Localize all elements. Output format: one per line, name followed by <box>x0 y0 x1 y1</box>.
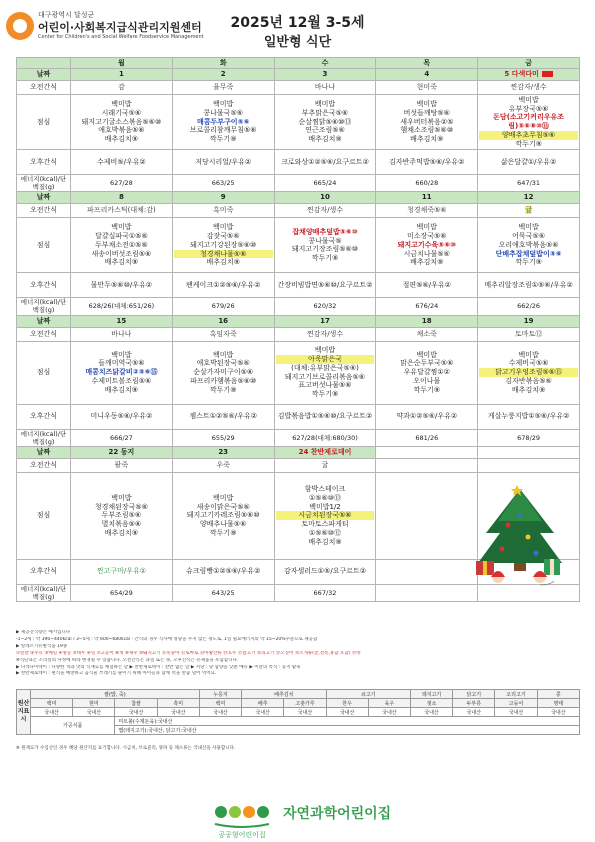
menu-item: 함박스테이크 <box>304 485 346 494</box>
lunch-cell <box>376 341 478 404</box>
lunch-row: 점심 백미밥 들깨미역국⑤⑥ 매콤치즈닭갈비②⑤⑥⑮ 수제미트볼조림⑤⑥ 배추김치⑨ 백미밥 애호박된장국⑤⑥ 순살가자미구이⑤⑥ 파프리카햄볶음⑤⑥⑩ 깍두기⑨ 백미밥 아욱맑은국 (대체:유부맑은국⑤⑥) 돼지고기브로콜리볶음⑤⑥ 표고버섯나물⑤⑥ 깍두기⑨ 백미밥 맑은순두부국⑤⑥ 우유달걀찜①② 오이나물 깍두기⑨ 백미밥 수제비국⑤⑥ 닭고기우엉조림⑤⑥⑮ 김자반볶음⑤⑥ 배추김치⑨ <box>17 341 580 404</box>
am-snack-cell: 율무죽 <box>172 81 274 95</box>
page-title: 2025년 12월 3-5세 <box>230 15 365 31</box>
lunch-cell <box>172 341 274 404</box>
pm-snack-cell: 수제비⑤/우유② <box>71 150 173 175</box>
menu-item: 두부조림⑤⑥ <box>101 511 142 520</box>
menu-item: 돼지고기강된장⑤⑥⑩ <box>190 240 257 249</box>
am-snack-cell: 감 <box>71 81 173 95</box>
menu-item: 부추맑은국⑤⑥ <box>301 108 349 117</box>
am-snack-cell: 바나나 <box>274 81 376 95</box>
date-cell: 22 동지 <box>71 446 173 458</box>
am-snack-cell: 흑미죽 <box>172 204 274 218</box>
pm-snack-cell: 김밥볶음밥①⑤⑥⑩/요구르트② <box>274 404 376 429</box>
pm-snack-row: 오후간식 수제비⑤/우유② 저당시리얼/우유② 크로와상①②⑤⑥/요구르트② 김자반주먹밥⑤⑥/우유② 삶은달걀①/우유② <box>17 150 580 175</box>
energy-cell: 627/28(대체:680/30) <box>274 429 376 446</box>
menu-item: 깍두기⑨ <box>311 254 339 262</box>
menu-item: 깍두기⑨ <box>209 385 237 394</box>
pm-snack-row: 오후간식 찐고구마/우유② 슈크림빵①②⑤⑥/우유② 감자샐러드①⑤/요구르트② <box>17 559 580 584</box>
pm-snack-cell: 간장비빔밥면⑤⑥⑩/요구르트② <box>274 273 376 298</box>
pm-snack-cell: 찐고구마/우유② <box>71 559 173 584</box>
menu-item: 백미밥 <box>518 95 539 104</box>
date-cell: 23 <box>172 446 274 458</box>
lunch-cell <box>274 95 376 150</box>
flag-icon <box>542 71 553 77</box>
christmas-tree-illustration <box>464 485 576 593</box>
menu-item: 백미밥 <box>416 100 437 109</box>
logo-mark-icon <box>6 12 34 40</box>
menu-item: 청경채된장국⑤⑥ <box>94 502 148 511</box>
lunch-cell <box>71 218 173 273</box>
pm-snack-cell: 삶은달걀①/우유② <box>478 150 580 175</box>
menu-item: (대체:유부맑은국⑤⑥) <box>291 363 359 372</box>
menu-item: 배추김치⑨ <box>410 135 444 144</box>
pm-snack-cell: 게살누룽지밥①⑤⑥/우유② <box>478 404 580 429</box>
note-line: ▶ 알레르기유발식품 19종 <box>16 643 68 649</box>
logo-center-name: 어린이·사회복지급식관리지원센터 <box>38 21 202 34</box>
date-cell-special <box>478 69 580 81</box>
menu-item-highlight: 청경채나물⑤⑥ <box>174 250 273 259</box>
menu-item: 우유달걀찜①② <box>403 368 450 377</box>
date-cell: 8 <box>71 192 173 204</box>
pm-snack-cell: 미니우동⑤⑥/우유② <box>71 404 173 429</box>
notes-section <box>16 630 580 678</box>
lunch-cell <box>274 341 376 404</box>
energy-cell: 678/29 <box>478 429 580 446</box>
menu-item: 새송이버섯조림⑤⑥ <box>91 249 152 258</box>
am-snack-cell: 우죽 <box>172 458 274 472</box>
menu-item: 들깨미역국⑤⑥ <box>98 359 145 368</box>
menu-item: 돼지고기브로콜리볶음⑤⑥ <box>284 372 366 381</box>
am-snack-cell: 청경채죽⑤⑥ <box>376 204 478 218</box>
am-snack-cell: 현미죽 <box>376 81 478 95</box>
am-snack-row: 오전간식 감 율무죽 바나나 현미죽 찐감자/생수 <box>17 81 580 95</box>
menu-item-highlight: 돼지고기수육⑤⑥⑩ <box>397 240 456 249</box>
menu-item: 백미밥 <box>213 350 234 359</box>
menu-item: 백미밥 <box>416 350 437 359</box>
menu-item: 배추김치⑨ <box>104 528 139 537</box>
pm-snack-cell: 젬스트①②⑤⑥/우유② <box>172 404 274 429</box>
pm-snack-cell: 크로와상①②⑤⑥/요구르트② <box>274 150 376 175</box>
am-snack-cell: 귤 <box>274 458 376 472</box>
menu-item: 백미밥 <box>314 100 336 109</box>
date-cell-special <box>274 446 376 458</box>
energy-cell: 663/25 <box>172 175 274 192</box>
menu-item: 배추김치⑨ <box>308 135 342 144</box>
date-cell: 4 <box>376 69 478 81</box>
logo-region-text: 대구광역시 달성군 <box>38 11 95 19</box>
menu-item: 깍두기⑨ <box>209 135 237 144</box>
lunch-cell <box>478 218 580 273</box>
lunch-cell <box>376 218 478 273</box>
menu-item: 백미밥 <box>518 223 539 232</box>
menu-item: 돼지고기카레조림⑤⑥⑩ <box>186 511 260 520</box>
menu-item: 표고버섯나물⑤⑥ <box>298 381 352 390</box>
daycare-name-logo: 자연과학어린이집 <box>283 806 392 822</box>
am-snack-row: 오전간식 바나나 흑임자죽 찐감자/생수 채소죽 토마토⑫ <box>17 327 580 341</box>
special-day-label: 5 다색다미 <box>504 70 539 79</box>
am-snack-row: 오전간식 파프리카스틱(대체:감) 흑미죽 찐감자/생수 청경채죽⑤⑥ 귤 <box>17 204 580 218</box>
menu-item: 시래기국⑤⑥ <box>101 108 142 117</box>
lunch-cell <box>71 341 173 404</box>
menu-item: 배추김치⑨ <box>104 258 139 267</box>
energy-row: 에너지(kcal)/단백질(g) 666/27 655/29 627/28(대체:680/30) 681/26 678/29 <box>17 429 580 446</box>
date-cell: 15 <box>71 315 173 327</box>
date-cell: 1 <box>71 69 173 81</box>
menu-item: 파프리카햄볶음⑤⑥⑩ <box>190 376 257 385</box>
public-daycare-logo-text: 공공형어린이집 <box>218 831 266 839</box>
energy-cell: 660/28 <box>376 175 478 192</box>
menu-item: 배추김치⑨ <box>104 135 139 144</box>
note-line: ▶ 제공간식량은 예시입니다 <box>16 630 71 635</box>
am-snack-cell: 찐감자/생수 <box>274 204 376 218</box>
menu-item: 백미밥 <box>518 350 539 359</box>
menu-item-highlight: 매콤두부구이⑤⑥ <box>196 117 250 126</box>
menu-item: 배추김치⑨ <box>104 385 139 394</box>
date-row: 날짜 22 동지 23 24 찬반제로데이 <box>17 446 580 458</box>
lunch-cell <box>478 341 580 404</box>
menu-item: 토마토스파게티 <box>301 520 349 529</box>
note-line: ▶ 다색다미데이 : 다양한 색과 맛의 식재료를 체험하는 날 ▶ 찬반제로데이 : 잔반 없는 날 ▶ 저당 : 당 함량을 낮춘 메뉴 ▶ 이달의 특식 : 동지 팥죽 <box>16 664 301 670</box>
lunch-row: 점심 백미밥 달걀실파국①⑤⑥ 두부채소전①⑤⑥ 새송이버섯조림⑤⑥ 배추김치⑨ 백미밥 감잣국⑤⑥ 돼지고기강된장⑤⑥⑩ 청경채나물⑤⑥ 배추김치⑨ 잡채양배추덮밥⑤⑥⑩ 콩나물국⑤ 돼지고기장조림⑤⑥⑩ 깍두기⑨ 백미밥 미소장국⑤⑥ 돼지고기수육⑤⑥⑩ 시금치나물⑤⑥ 배추김치⑨ 백미밥 어묵국⑤⑥ 오리애호박볶음⑤⑥ 단배추잡채덮밥이⑤⑥ 깍두기⑨ <box>17 218 580 273</box>
weekday-tue: 화 <box>172 58 274 69</box>
lunch-cell <box>274 218 376 273</box>
am-snack-cell: 찐감자/생수 <box>478 81 580 95</box>
public-daycare-logo <box>205 800 285 840</box>
menu-item-highlight: 아욱맑은국 <box>276 355 375 364</box>
menu-item: 오리애호박볶음⑤⑥ <box>498 240 559 249</box>
menu-item: 백미밥 <box>213 493 234 502</box>
menu-item-highlight: 닭고기우엉조림⑤⑥⑮ <box>479 368 578 377</box>
am-snack-cell: 팥죽 <box>71 458 173 472</box>
menu-item: 달걀실파국①⑤⑥ <box>95 232 148 241</box>
menu-item: 깍두기⑨ <box>311 390 339 398</box>
pm-snack-cell: 팬케이크①②⑤⑥/우유② <box>172 273 274 298</box>
menu-item: 수제미트볼조림⑤⑥ <box>91 376 152 385</box>
date-cell: 16 <box>172 315 274 327</box>
energy-cell: 643/25 <box>172 584 274 601</box>
am-snack-cell: 파프리카스틱(대체:감) <box>71 204 173 218</box>
menu-item: 김자반볶음⑤⑥ <box>505 376 552 385</box>
energy-cell: 676/24 <box>376 298 478 315</box>
am-snack-row: 오전간식 팥죽 우죽 귤 <box>17 458 580 472</box>
date-cell: 3 <box>274 69 376 81</box>
menu-item: 어묵국⑤⑥ <box>512 232 546 241</box>
menu-item-highlight: 시금치된장국⑤⑥ <box>276 511 375 520</box>
origin-footnote: ※ 원재료가 수입산인 경우 해당 원산지를 표기합니다. 시금치, 브로콜리, 양파 등 채소류는 국내산을 사용합니다. <box>16 746 236 751</box>
date-cell: 17 <box>274 315 376 327</box>
energy-row: 에너지(kcal)/단백질(g) 627/28 663/25 665/24 660/28 647/31 <box>17 175 580 192</box>
origin-side-label: 원산지표시 <box>17 690 31 735</box>
menu-item: 백미밥1/2 <box>309 502 341 511</box>
energy-cell: 655/29 <box>172 429 274 446</box>
am-snack-cell: 채소죽 <box>376 327 478 341</box>
weekday-header-row <box>17 58 580 69</box>
menu-item-highlight: 돈담(소고기커리우유조림)⑤⑥⑧⑩⑬ <box>493 113 564 130</box>
lunch-row: 점심 백미밥 시래기국⑤⑥ 돼지고기굴소스볶음⑤⑥⑩ 애호박볶음⑤⑥ 배추김치⑨ 백미밥 콩나물국⑤⑥ 매콤두부구이⑤⑥ 브로콜리참깨무침⑤⑥ 깍두기⑨ 백미밥 부추맑은국⑤⑥ 순살찜닭⑤⑥⑩⑬ 연근조림⑤⑥ 배추김치⑨ 백미밥 버섯들깨탕⑤⑥ 새우버터볶음②⑤ 햄채소조림⑤⑥⑩ 배추김치⑨ 백미밥 유부장국⑤⑥ 돈담(소고기커리우유조림)⑤⑥⑧⑩⑬ 양배추초무침⑤⑥ 깍두기⑨ <box>17 95 580 150</box>
menu-item: 백미밥 <box>111 100 132 109</box>
energy-cell: 647/31 <box>478 175 580 192</box>
menu-item: 새송이맑은국⑤⑥ <box>196 502 250 511</box>
menu-item-highlight: 매콤치즈닭갈비②⑤⑥⑮ <box>85 368 158 377</box>
date-cell: 18 <box>376 315 478 327</box>
energy-cell: 681/26 <box>376 429 478 446</box>
lunch-cell <box>376 95 478 150</box>
lunch-cell <box>172 95 274 150</box>
am-snack-cell: 흑임자죽 <box>172 327 274 341</box>
energy-cell: 666/27 <box>71 429 173 446</box>
am-snack-cell: 토마토⑫ <box>478 327 580 341</box>
menu-item-highlight: 양배추초무침⑤⑥ <box>479 131 578 140</box>
menu-item: 배추김치⑨ <box>511 385 546 394</box>
energy-row: 에너지(kcal)/단백질(g) 628/26(대체:651/26) 679/26 620/32 676/24 662/26 <box>17 298 580 315</box>
energy-cell: 667/32 <box>274 584 376 601</box>
am-snack-cell <box>478 204 580 218</box>
date-cell: 11 <box>376 192 478 204</box>
pm-snack-cell: 절편⑤⑥/우유② <box>376 273 478 298</box>
am-snack-cell: 바나나 <box>71 327 173 341</box>
pm-snack-cell: 김자반주먹밥⑤⑥/우유② <box>376 150 478 175</box>
weekday-wed: 수 <box>274 58 376 69</box>
lunch-cell <box>71 472 173 559</box>
date-cell: 12 <box>478 192 580 204</box>
note-line: -1~2세 : 약 390~440kcal / 3~5세 : 약 600~680kcal · 간식의 경우 식사에 영향을 주지 않는 정도로, 1일 필요에너지의 약 15~20%수준으로 제공함 <box>16 636 318 642</box>
date-row: 날짜 15 16 17 18 19 <box>17 315 580 327</box>
menu-item: 오이나물 <box>413 376 441 385</box>
lunch-cell <box>478 95 580 150</box>
energy-cell: 628/26(대체:651/26) <box>71 298 173 315</box>
pm-snack-cell: 메추리알장조림①⑤⑥/우유② <box>478 273 580 298</box>
page-header <box>0 0 595 56</box>
pm-snack-row: 오후간식 물만두⑤⑥⑩/우유② 팬케이크①②⑤⑥/우유② 간장비빔밥면⑤⑥⑩/요구르트② 절편⑤⑥/우유② 메추리알장조림①⑤⑥/우유② <box>17 273 580 298</box>
origin-table: 원산지표시 쌀(밥, 죽) 누룽지 배추김치 쇠고기 돼지고기 닭고기 오리고기 콩 백미 현미 찹쌀 흑미 백미 배추 고춧가루 한우 육우 젖소 두부류 고등어 명태 국내산 국내산 국내산 국내산 국내산 국내산 국내산 국내산 국내산 국내산 국내산 국내산 국내산 가공식품 미트볼(수제돈육):국내산 햄(돼지고기):국내산, 닭고기:국내산 <box>16 689 580 735</box>
menu-item: 백미밥 <box>111 223 132 232</box>
weekday-fri: 금 <box>478 58 580 69</box>
pm-snack-cell: 슈크림빵①②⑤⑥/우유② <box>172 559 274 584</box>
menu-item: 깍두기⑨ <box>515 139 542 148</box>
allergen-legend: ①달걀 ②우유 ③메밀 ④땅콩 ⑤대두 ⑥밀 ⑦고등어 ⑧게 ⑨새우 ⑩돼지고기 ⑪복숭아 ⑫토마토 ⑬아황산류 ⑭호두 ⑮닭고기 ⑯쇠고기 ⑰오징어 ⑱조개류(굴,전복,홍합 포함) ⑲잣 <box>16 650 361 656</box>
pm-snack-cell: 약과①②⑤⑥/우유② <box>376 404 478 429</box>
menu-item: 백미밥 <box>213 100 234 109</box>
menu-item: 콩나물국⑤⑥ <box>203 108 243 117</box>
lunch-cell <box>172 218 274 273</box>
menu-item: 순살찜닭⑤⑥⑩⑬ <box>298 117 352 126</box>
menu-item: 햄채소조림⑤⑥⑩ <box>400 126 454 135</box>
menu-item: 깍두기⑨ <box>413 385 441 394</box>
page-subtitle: 일반형 식단 <box>263 35 332 50</box>
am-snack-cell: 찐감자/생수 <box>274 327 376 341</box>
menu-item: 미소장국⑤⑥ <box>406 232 447 241</box>
energy-cell: 654/29 <box>71 584 173 601</box>
pm-snack-cell: 감자샐러드①⑤/요구르트② <box>274 559 376 584</box>
menu-item: 양배추나물⑤⑥ <box>200 520 247 529</box>
menu-item: 멸치볶음⑤⑥ <box>101 520 142 529</box>
energy-cell: 662/26 <box>478 298 580 315</box>
am-snack-highlight: 귤 <box>525 206 532 215</box>
menu-item: 연근조림⑤⑥ <box>305 126 345 135</box>
menu-item: 돼지고기장조림⑤⑥⑩ <box>291 245 359 254</box>
note-line: ※식단표는 조리실의 사정에 따라 변경될 수 있습니다. 오전간식은 과일 또는 죽, 오후간식은 유제품을 포함합니다. <box>16 657 239 663</box>
menu-item: 감잣국⑤⑥ <box>206 232 240 241</box>
menu-item: 애호박된장국⑤⑥ <box>196 359 250 368</box>
energy-row: 에너지(kcal)/단백질(g) 654/29 643/25 667/32 <box>17 584 580 601</box>
menu-item: 깍두기⑨ <box>209 528 237 537</box>
menu-item: 버섯들깨탕⑤⑥ <box>403 108 450 117</box>
menu-item: 돼지고기굴소스볶음⑤⑥⑩ <box>81 117 162 126</box>
menu-item-highlight: 잡채양배추덮밥⑤⑥⑩ <box>292 227 358 236</box>
lunch-cell <box>71 95 173 150</box>
date-cell: 10 <box>274 192 376 204</box>
menu-item: 백미밥 <box>111 350 132 359</box>
menu-item: 백미밥 <box>314 346 336 355</box>
menu-item: 맑은순두부국⑤⑥ <box>400 359 454 368</box>
weekday-mon: 월 <box>71 58 173 69</box>
lunch-row: 점심 백미밥 청경채된장국⑤⑥ 두부조림⑤⑥ 멸치볶음⑤⑥ 배추김치⑨ 백미밥 새송이맑은국⑤⑥ 돼지고기카레조림⑤⑥⑩ 양배추나물⑤⑥ 깍두기⑨ 함박스테이크 ①⑤⑥⑩⑬ 백미밥1/2 시금치된장국⑤⑥ 토마토스파게티 ①⑤⑥⑩⑫ 배추김치⑨ <box>17 472 580 559</box>
menu-item: 순살가자미구이⑤⑥ <box>193 368 254 377</box>
menu-item: 두부채소전①⑤⑥ <box>95 240 148 249</box>
menu-item: 새우버터볶음②⑤ <box>400 117 454 126</box>
menu-item: 콩나물국⑤ <box>308 236 342 245</box>
lunch-cell <box>274 472 376 559</box>
lunch-cell <box>172 472 274 559</box>
menu-item: 유부장국⑤⑥ <box>508 104 549 113</box>
pm-snack-cell: 물만두⑤⑥⑩/우유② <box>71 273 173 298</box>
menu-item: ①⑤⑥⑩⑬ <box>308 493 342 502</box>
menu-item-highlight: 단배추잡채덮밥이⑤⑥ <box>495 249 562 258</box>
date-cell: 19 <box>478 315 580 327</box>
menu-item: 애호박볶음⑤⑥ <box>98 126 145 135</box>
menu-item: 백미밥 <box>416 223 437 232</box>
menu-item: 시금치나물⑤⑥ <box>403 249 450 258</box>
menu-item: 백미밥 <box>111 493 132 502</box>
date-row: 날짜 1 2 3 4 5 다색다미 <box>17 69 580 81</box>
date-row: 날짜 8 9 10 11 12 <box>17 192 580 204</box>
energy-cell: 627/28 <box>71 175 173 192</box>
energy-cell: 665/24 <box>274 175 376 192</box>
energy-cell: 679/26 <box>172 298 274 315</box>
menu-item: 브로콜리참깨무침⑤⑥ <box>189 126 257 135</box>
center-logo <box>6 8 204 48</box>
menu-item: 배추김치⑨ <box>206 258 240 267</box>
menu-item: 깍두기⑨ <box>515 258 542 267</box>
pm-snack-cell: 저당시리얼/우유② <box>172 150 274 175</box>
energy-cell: 620/32 <box>274 298 376 315</box>
logo-english-name: Center for Children's and Social Welfare Foodservice Management <box>38 34 204 40</box>
menu-item: 배추김치⑨ <box>308 537 342 546</box>
pm-snack-row: 오후간식 미니우동⑤⑥/우유② 젬스트①②⑤⑥/우유② 김밥볶음밥①⑤⑥⑩/요구르트② 약과①②⑤⑥/우유② 게살누룽지밥①⑤⑥/우유② <box>17 404 580 429</box>
menu-item: 배추김치⑨ <box>410 258 444 267</box>
date-cell: 9 <box>172 192 274 204</box>
special-day-label: 24 찬반제로데이 <box>298 447 352 456</box>
menu-item: ①⑤⑥⑩⑫ <box>308 528 342 537</box>
weekday-thu: 목 <box>376 58 478 69</box>
date-cell: 2 <box>172 69 274 81</box>
menu-item: 수제비국⑤⑥ <box>508 359 549 368</box>
note-line: ▶ 찬반제로데이 : 편식을 예방하고 음식물 쓰레기를 줄이기 위해 아이들과 함께 먹을 만큼 덜어 먹어요. <box>16 671 217 677</box>
menu-item: 백미밥 <box>213 223 234 232</box>
